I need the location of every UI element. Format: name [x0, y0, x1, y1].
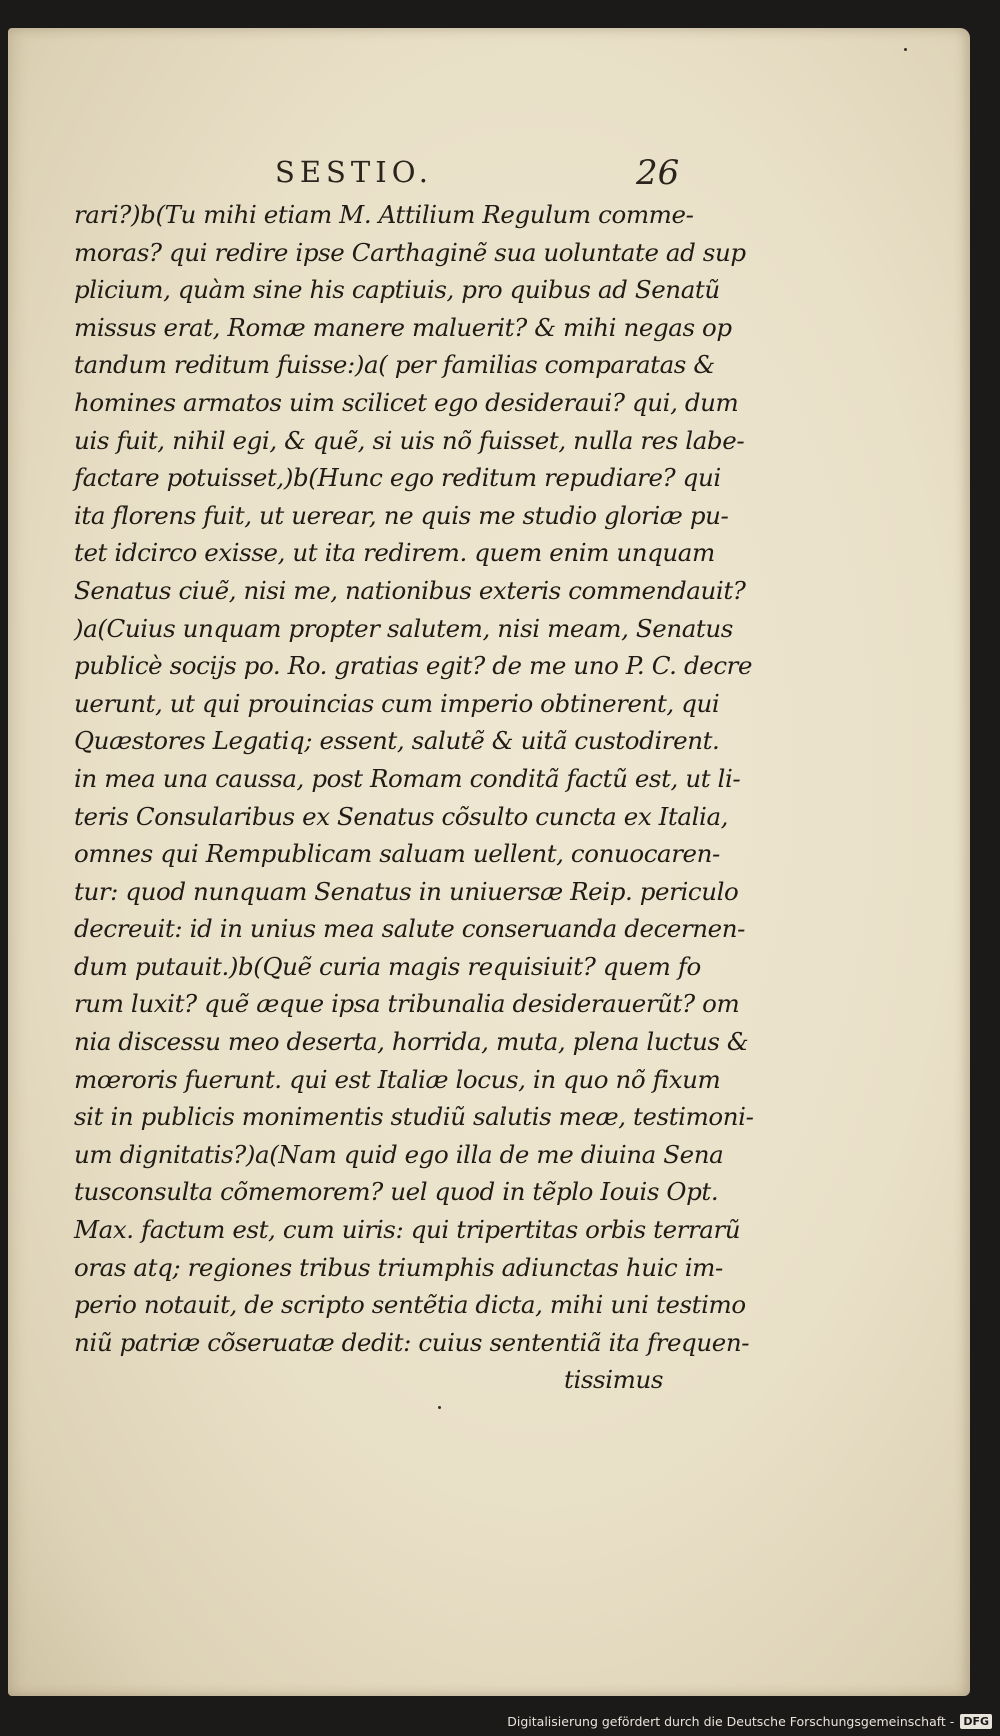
ink-speck	[438, 1406, 441, 1409]
text-line: rari?)b(Tu mihi etiam M. Attilium Regulum comme-	[74, 200, 694, 229]
text-line: Max. factum est, cum uiris: qui tripertitas orbis terrarũ	[74, 1215, 741, 1245]
text-line: mœroris fuerunt. qui est Italiæ locus, in quo nõ fixum	[74, 1064, 721, 1094]
ink-speck	[904, 48, 907, 51]
text-line: omnes qui Rempublicam saluam uellent, conuocaren-	[74, 839, 720, 869]
text-line: tusconsulta cõmemorem? uel quod in tẽplo Iouis Opt.	[74, 1177, 719, 1207]
running-head: SESTIO.	[275, 155, 433, 189]
text-line: dum putauit.)b(Quẽ curia magis requisiuit? quem fo	[74, 951, 701, 981]
page-header	[0, 155, 1000, 195]
text-line: rum luxit? quẽ æque ipsa tribunalia desiderauerũt? om	[74, 989, 740, 1019]
text-line: tur: quod nunquam Senatus in uniuersæ Reip. periculo	[74, 876, 739, 906]
text-line: Senatus ciuẽ, nisi me, nationibus exteris commendauit?	[74, 575, 746, 605]
text-line: teris Consularibus ex Senatus cõsulto cuncta ex Italia,	[74, 801, 729, 831]
text-line: uerunt, ut qui prouincias cum imperio obtinerent, qui	[74, 688, 720, 718]
text-line: ita florens fuit, ut uerear, ne quis me studio gloriæ pu-	[74, 500, 729, 530]
text-line: oras atq; regiones tribus triumphis adiunctas huic im-	[74, 1252, 723, 1282]
credit-text: Digitalisierung gefördert durch die Deutsche Forschungsgemeinschaft -	[507, 1713, 955, 1729]
text-line: plicium, quàm sine his captiuis, pro quibus ad Senatũ	[74, 275, 720, 305]
dfg-logo: DFG	[960, 1714, 992, 1729]
text-line: factare potuisset,)b(Hunc ego reditum repudiare? qui	[74, 463, 721, 493]
text-line: tet idcirco exisse, ut ita redirem. quem enim unquam	[74, 538, 715, 568]
text-line: nia discessu meo deserta, horrida, muta, plena luctus &	[74, 1027, 749, 1057]
text-line: moras? qui redire ipse Carthaginẽ sua uoluntate ad sup	[74, 237, 746, 267]
text-line: niũ patriæ cõseruatæ dedit: cuius sententiã ita frequen-	[74, 1327, 750, 1357]
page-number: 26	[636, 153, 680, 193]
text-line: missus erat, Romæ manere maluerit? & mihi negas op	[74, 312, 732, 342]
text-line: in mea una caussa, post Romam conditã factũ est, ut li-	[74, 763, 741, 793]
text-line: tandum reditum fuisse:)a( per familias comparatas &	[74, 350, 715, 380]
text-line: decreuit: id in unius mea salute conseruanda decernen-	[74, 914, 746, 944]
text-line: perio notauit, de scripto sentẽtia dicta, mihi uni testimo	[74, 1290, 746, 1320]
text-line: uis fuit, nihil egi, & quẽ, si uis nõ fuisset, nulla res labe-	[74, 425, 745, 455]
text-line: publicè socijs po. Ro. gratias egit? de me uno P. C. decre	[74, 651, 753, 681]
catchword: tissimus	[564, 1365, 664, 1395]
text-line: sit in publicis monimentis studiũ salutis meæ, testimoni-	[74, 1102, 754, 1132]
text-line: )a(Cuius unquam propter salutem, nisi meam, Senatus	[74, 613, 733, 643]
digitization-credit	[507, 1708, 992, 1734]
latin-text-block	[74, 196, 754, 1399]
text-line: um dignitatis?)a(Nam quid ego illa de me diuina Sena	[74, 1139, 724, 1169]
text-line: Quæstores Legatiq; essent, salutẽ & uitã custodirent.	[74, 726, 720, 756]
text-line: homines armatos uim scilicet ego desideraui? qui, dum	[74, 387, 739, 417]
